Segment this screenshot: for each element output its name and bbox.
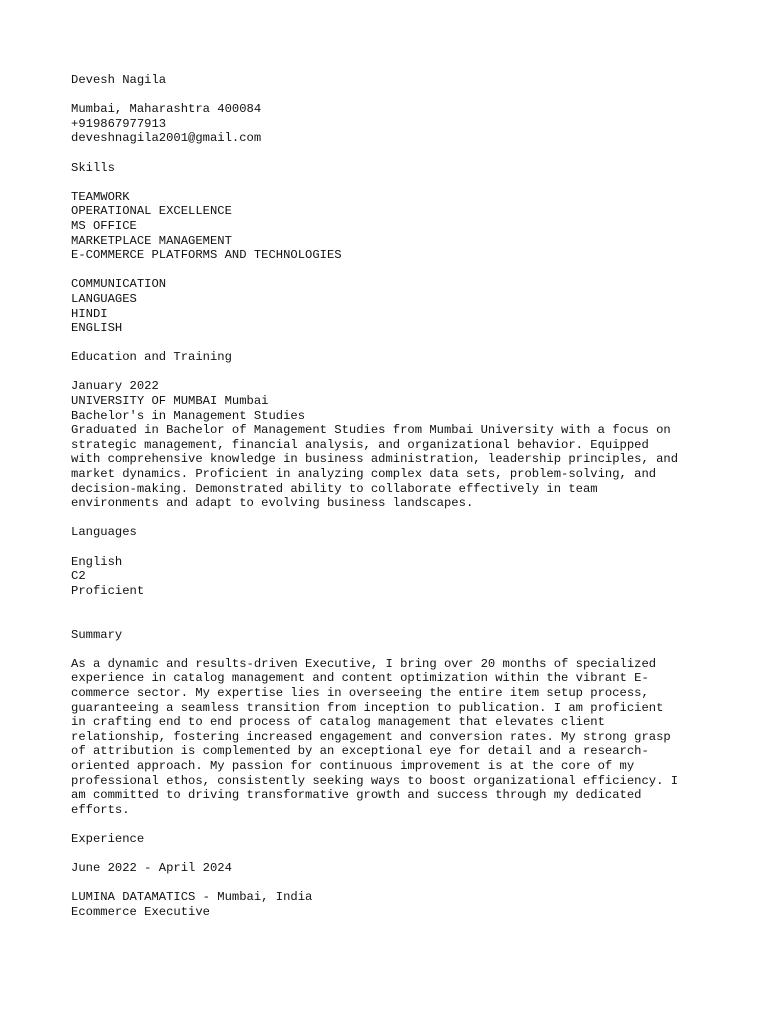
education-institution: UNIVERSITY OF MUMBAI Mumbai xyxy=(71,394,269,409)
summary-line: oriented approach. My passion for continuous improvement is at the core of my xyxy=(71,758,635,773)
summary-line: in crafting end to end process of catalog management that elevates client xyxy=(71,715,605,730)
skills-heading: Skills xyxy=(71,160,115,175)
summary-line: commerce sector. My expertise lies in overseeing the entire item setup process, xyxy=(71,685,649,700)
summary-line: professional ethos, consistently seeking ways to boost organizational efficiency. I xyxy=(71,773,679,788)
skill-item: TEAMWORK xyxy=(71,189,130,204)
education-description-line: Graduated in Bachelor of Management Studies from Mumbai University with a focus on xyxy=(71,423,671,438)
skill-item: ENGLISH xyxy=(71,321,123,336)
summary-line: experience in catalog management and content optimization within the vibrant E- xyxy=(71,671,649,686)
candidate-name: Devesh Nagila xyxy=(71,73,167,87)
languages-heading: Languages xyxy=(71,525,137,540)
summary-line: efforts. xyxy=(71,802,130,817)
education-description-line: with comprehensive knowledge in business administration, leadership principles, and xyxy=(71,452,679,467)
summary-line: guaranteeing a seamless transition from inception to publication. I am proficient xyxy=(71,700,664,715)
skill-item: MS OFFICE xyxy=(71,218,137,233)
experience-dates: June 2022 - April 2024 xyxy=(71,861,232,876)
education-heading: Education and Training xyxy=(71,350,232,365)
summary-line: of attribution is complemented by an exceptional eye for detail and a research- xyxy=(71,744,649,759)
education-date: January 2022 xyxy=(71,379,159,394)
language-proficiency: Proficient xyxy=(71,583,145,598)
education-degree: Bachelor's in Management Studies xyxy=(71,408,306,423)
experience-title: Ecommerce Executive xyxy=(71,904,210,919)
education-description-line: environments and adapt to evolving business landscapes. xyxy=(71,496,474,511)
experience-company: LUMINA DATAMATICS - Mumbai, India xyxy=(71,890,313,905)
summary-line: relationship, fostering increased engagement and conversion rates. My strong grasp xyxy=(71,729,671,744)
skill-item: LANGUAGES xyxy=(71,291,137,306)
address: Mumbai, Maharashtra 400084 xyxy=(71,102,262,117)
experience-heading: Experience xyxy=(71,831,145,846)
education-description-line: decision-making. Demonstrated ability to collaborate effectively in team xyxy=(71,481,598,496)
skill-item: HINDI xyxy=(71,306,108,321)
language-level: C2 xyxy=(71,569,86,584)
summary-heading: Summary xyxy=(71,627,123,642)
skill-item: OPERATIONAL EXCELLENCE xyxy=(71,204,232,219)
summary-line: am committed to driving transformative growth and success through my dedicated xyxy=(71,788,642,803)
education-description-line: strategic management, financial analysis, and organizational behavior. Equipped xyxy=(71,437,649,452)
email: deveshnagila2001@gmail.com xyxy=(71,131,262,146)
skill-item: COMMUNICATION xyxy=(71,277,167,292)
education-description-line: market dynamics. Proficient in analyzing complex data sets, problem-solving, and xyxy=(71,467,657,482)
skill-item: MARKETPLACE MANAGEMENT xyxy=(71,233,232,248)
phone: +919867977913 xyxy=(71,116,167,131)
summary-line: As a dynamic and results-driven Executive, I bring over 20 months of specialized xyxy=(71,656,657,671)
resume-page xyxy=(71,73,711,919)
skill-item: E-COMMERCE PLATFORMS AND TECHNOLOGIES xyxy=(71,248,342,263)
language-name: English xyxy=(71,554,123,569)
